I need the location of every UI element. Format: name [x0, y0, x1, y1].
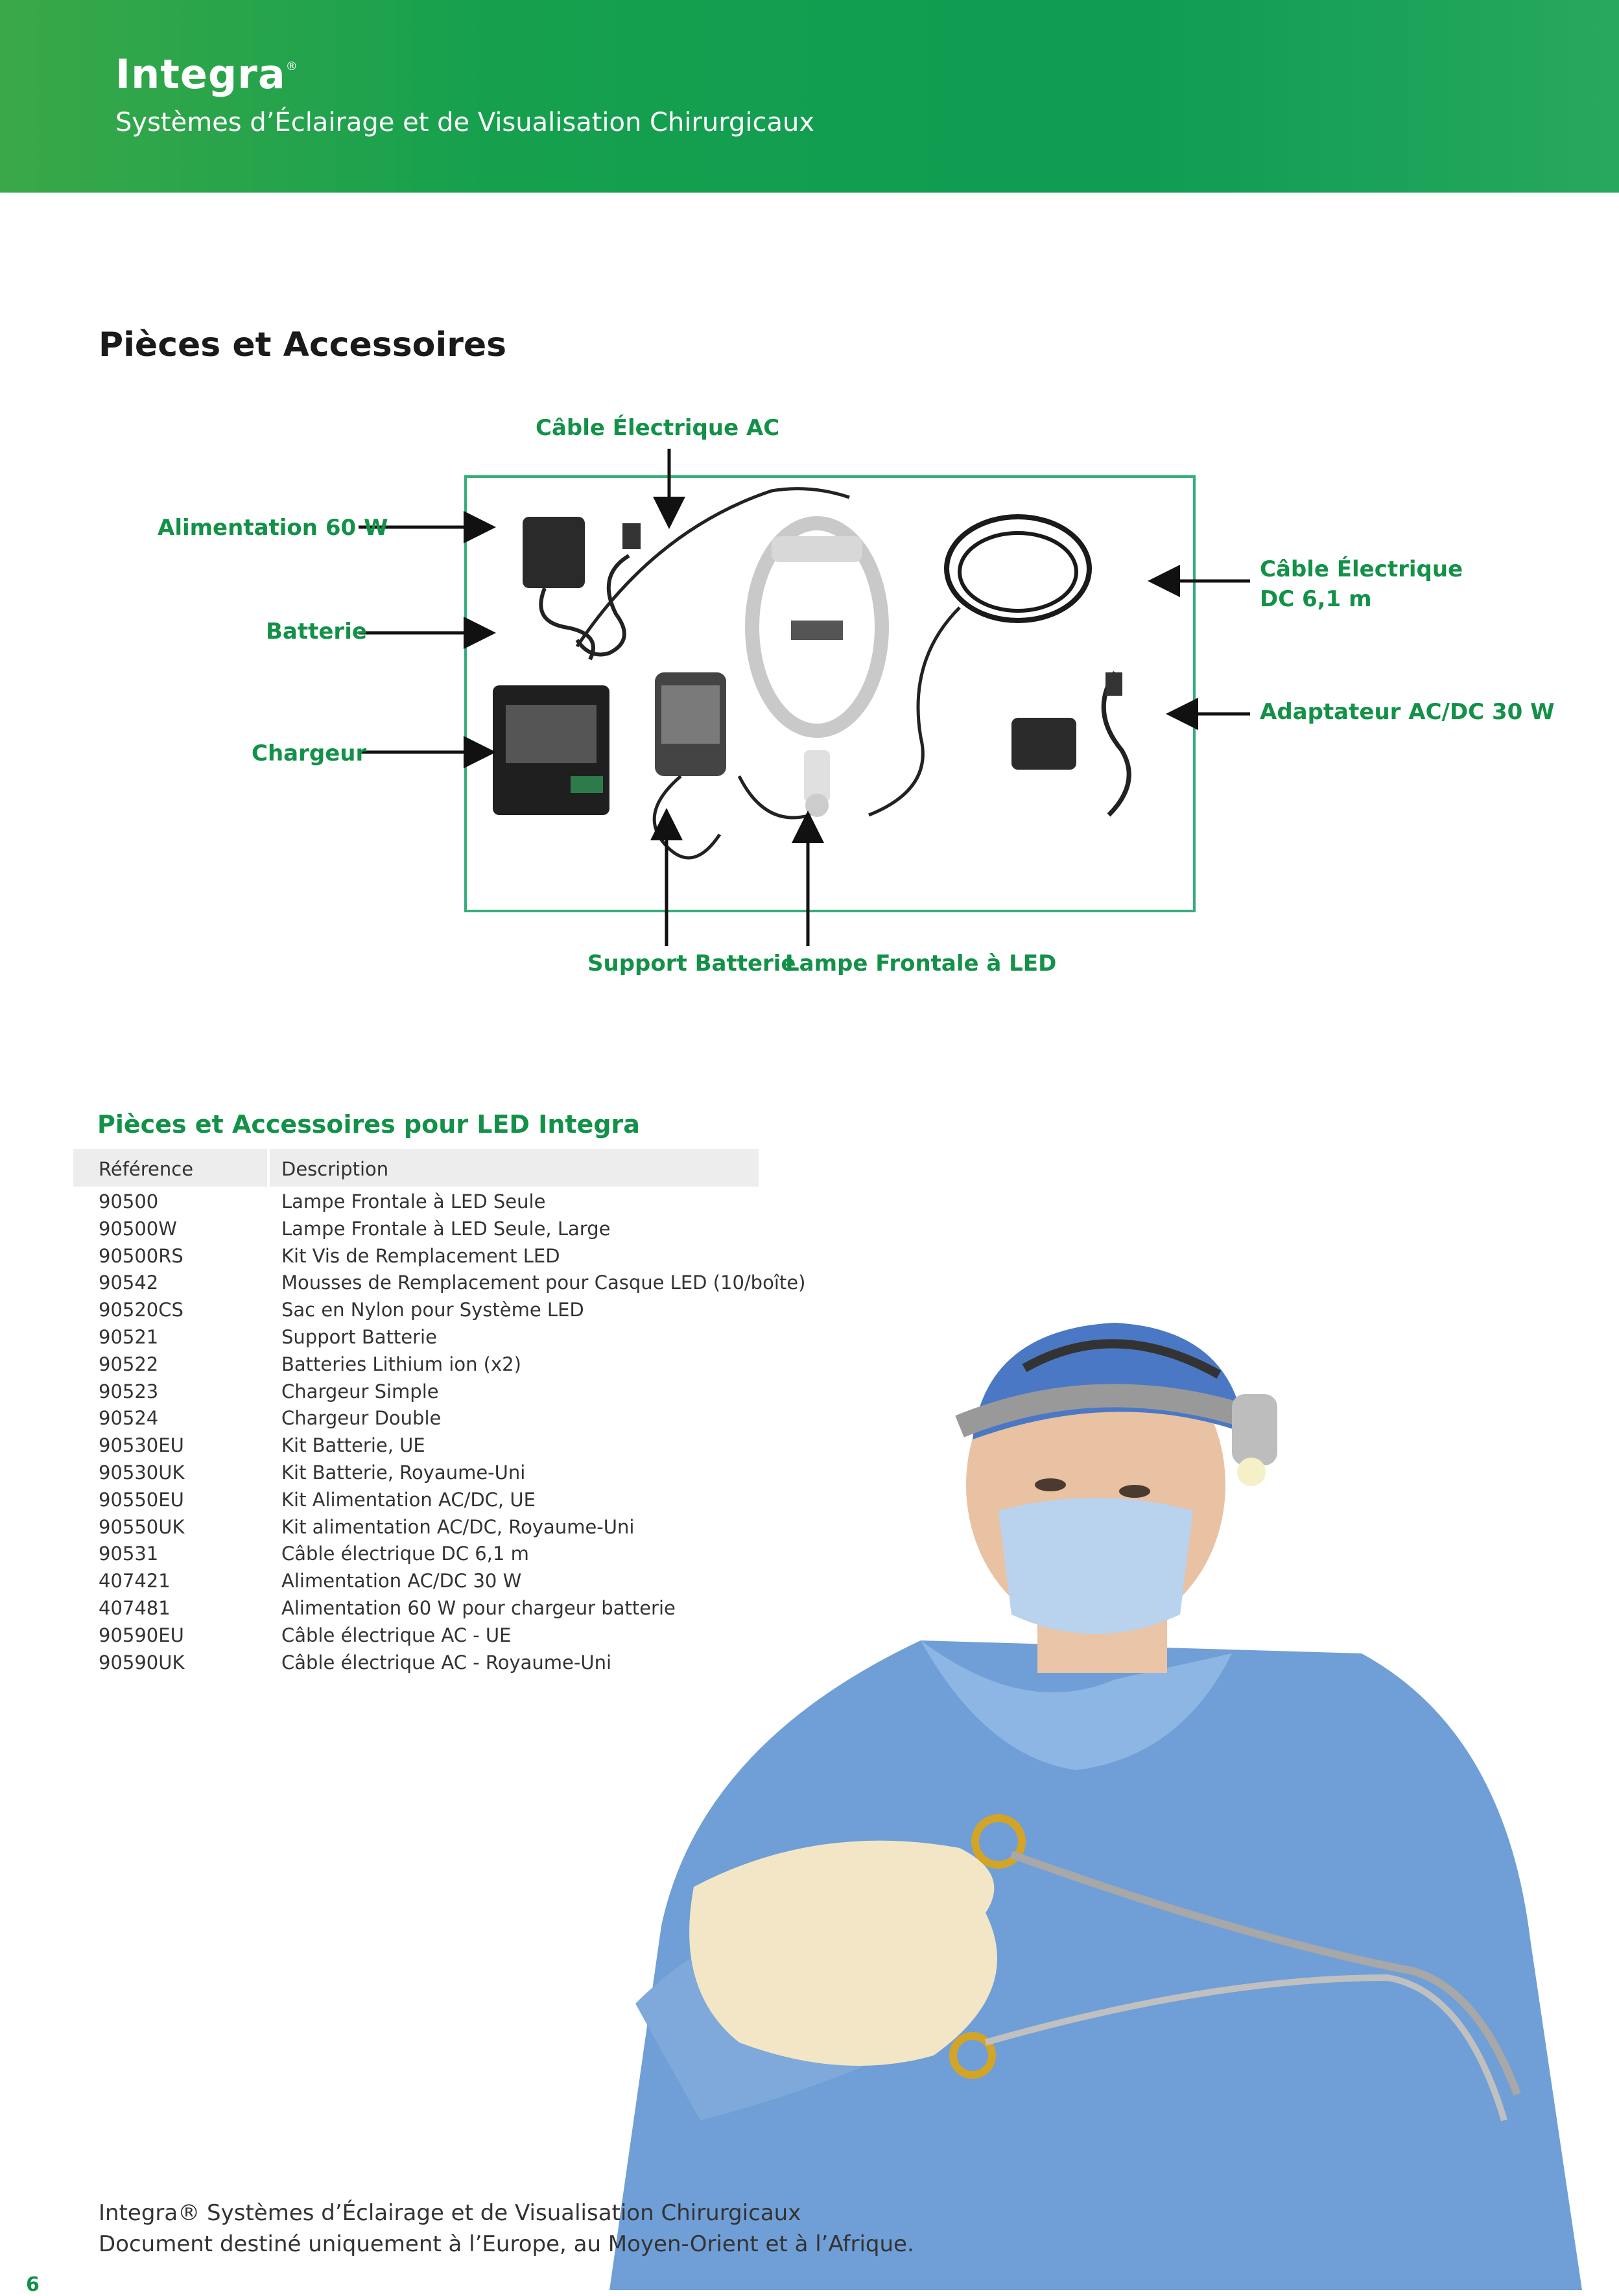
row-description: Câble électrique DC 6,1 m	[281, 1543, 529, 1565]
label-cable-dc-line2: DC 6,1 m	[1260, 586, 1372, 612]
row-reference: 90531	[99, 1543, 159, 1565]
row-reference: 90590UK	[99, 1651, 185, 1674]
label-cable-dc-line1: Câble Électrique	[1260, 556, 1463, 582]
row-description: Alimentation 60 W pour chargeur batterie	[281, 1597, 676, 1619]
row-description: Alimentation AC/DC 30 W	[281, 1570, 522, 1592]
row-description: Batteries Lithium ion (x2)	[281, 1353, 521, 1375]
surgeon-photo	[532, 1290, 1619, 2290]
row-reference: 90523	[99, 1380, 159, 1402]
row-description: Kit alimentation AC/DC, Royaume-Uni	[281, 1515, 635, 1538]
label-support-batterie: Support Batterie	[587, 951, 796, 976]
footer-line-2: Document destiné uniquement à l’Europe, au Moyen-Orient et à l’Afrique.	[99, 2231, 914, 2257]
row-reference: 90500	[99, 1190, 159, 1213]
table-title: Pièces et Accessoires pour LED Integra	[97, 1110, 640, 1139]
label-chargeur: Chargeur	[252, 740, 367, 766]
column-header-reference: Référence	[99, 1158, 194, 1180]
row-reference: 90550EU	[99, 1488, 184, 1511]
row-description: Kit Batterie, UE	[281, 1434, 425, 1457]
page-number: 6	[26, 2273, 40, 2296]
row-description: Mousses de Remplacement pour Casque LED (10/boîte)	[281, 1272, 806, 1294]
row-reference: 90500W	[99, 1217, 177, 1240]
row-reference: 90521	[99, 1326, 159, 1348]
row-reference: 407481	[99, 1597, 171, 1619]
row-description: Support Batterie	[281, 1326, 437, 1348]
row-reference: 90542	[99, 1272, 159, 1294]
row-reference: 90530EU	[99, 1434, 184, 1457]
row-reference: 90500RS	[99, 1244, 183, 1267]
label-adaptateur: Adaptateur AC/DC 30 W	[1260, 699, 1555, 725]
column-header-description: Description	[281, 1158, 389, 1180]
row-reference: 90524	[99, 1407, 159, 1430]
row-description: Lampe Frontale à LED Seule	[281, 1190, 546, 1213]
header-subtitle: Systèmes d’Éclairage et de Visualisation Chirurgicaux	[115, 108, 815, 137]
row-description: Sac en Nylon pour Système LED	[281, 1299, 584, 1321]
row-reference: 90550UK	[99, 1515, 185, 1538]
label-alimentation: Alimentation 60 W	[158, 515, 388, 541]
row-description: Câble électrique AC - UE	[281, 1624, 512, 1646]
row-reference: 407421	[99, 1570, 171, 1592]
row-description: Kit Batterie, Royaume-Uni	[281, 1462, 526, 1484]
row-reference: 90522	[99, 1353, 159, 1375]
row-description: Lampe Frontale à LED Seule, Large	[281, 1217, 611, 1240]
row-reference: 90590EU	[99, 1624, 184, 1646]
label-lampe-frontale: Lampe Frontale à LED	[785, 951, 1057, 976]
row-description: Chargeur Simple	[281, 1380, 439, 1402]
section-title: Pièces et Accessoires	[99, 325, 507, 364]
row-reference: 90530UK	[99, 1462, 185, 1484]
footer-line-1: Integra® Systèmes d’Éclairage et de Visualisation Chirurgicaux	[99, 2200, 801, 2226]
row-description: Câble électrique AC - Royaume-Uni	[281, 1651, 612, 1674]
row-description: Chargeur Double	[281, 1407, 442, 1430]
label-batterie: Batterie	[266, 619, 367, 645]
row-description: Kit Vis de Remplacement LED	[281, 1244, 560, 1267]
brand-logo: Integra®	[115, 51, 298, 98]
row-description: Kit Alimentation AC/DC, UE	[281, 1488, 536, 1511]
row-reference: 90520CS	[99, 1299, 183, 1321]
label-cable-ac: Câble Électrique AC	[536, 415, 780, 441]
